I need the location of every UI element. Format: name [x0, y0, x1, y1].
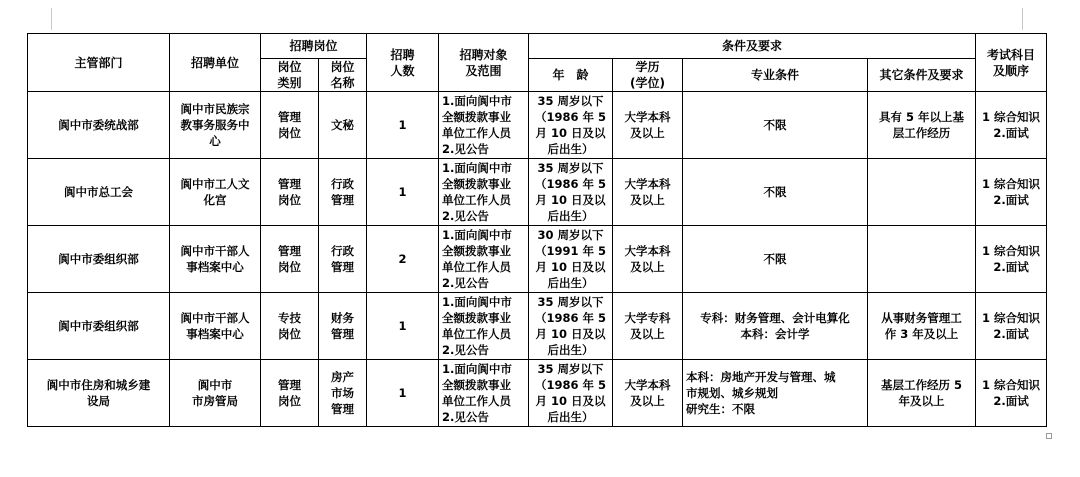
cell-major: 专科：财务管理、会计电算化 本科：会计学	[683, 293, 868, 360]
table-row	[28, 226, 1047, 293]
crop-mark-left	[51, 8, 52, 30]
header-exam: 考试科目 及顺序	[976, 34, 1047, 92]
cell-age: 35 周岁以下 （1986 年 5 月 10 日及以 后出生）	[529, 360, 613, 427]
cell-post-name: 房产 市场 管理	[319, 360, 367, 427]
cell-other: 基层工作经历 5 年及以上	[868, 360, 976, 427]
cell-unit: 阆中市工人文 化宫	[170, 159, 261, 226]
cell-edu: 大学本科 及以上	[613, 360, 683, 427]
header-major: 专业条件	[683, 59, 868, 92]
cell-other: 从事财务管理工 作 3 年及以上	[868, 293, 976, 360]
header-unit: 招聘单位	[170, 34, 261, 92]
cell-count: 2	[367, 226, 439, 293]
cell-scope: 1.面向阆中市 全额拨款事业 单位工作人员 2.见公告	[439, 92, 529, 159]
cell-dept: 阆中市委组织部	[28, 293, 170, 360]
cell-count: 1	[367, 360, 439, 427]
cell-unit: 阆中市 市房管局	[170, 360, 261, 427]
cell-major: 本科：房地产开发与管理、城 市规划、城乡规划 研究生：不限	[683, 360, 868, 427]
cell-count: 1	[367, 159, 439, 226]
table-row	[28, 293, 1047, 360]
cell-unit: 阆中市民族宗 教事务服务中 心	[170, 92, 261, 159]
cell-edu: 大学专科 及以上	[613, 293, 683, 360]
header-edu: 学历 (学位)	[613, 59, 683, 92]
table-row	[28, 159, 1047, 226]
header-other: 其它条件及要求	[868, 59, 976, 92]
table-row	[28, 360, 1047, 427]
cell-exam: 1 综合知识 2.面试	[976, 360, 1047, 427]
cell-post-type: 管理 岗位	[261, 159, 319, 226]
header-post-name: 岗位 名称	[319, 59, 367, 92]
cell-other	[868, 159, 976, 226]
table-row	[28, 92, 1047, 159]
cell-post-name: 财务 管理	[319, 293, 367, 360]
header-age: 年 龄	[529, 59, 613, 92]
cell-count: 1	[367, 293, 439, 360]
cell-edu: 大学本科 及以上	[613, 159, 683, 226]
cell-other: 具有 5 年以上基 层工作经历	[868, 92, 976, 159]
cell-exam: 1 综合知识 2.面试	[976, 92, 1047, 159]
cell-exam: 1 综合知识 2.面试	[976, 293, 1047, 360]
cell-scope: 1.面向阆中市 全额拨款事业 单位工作人员 2.见公告	[439, 226, 529, 293]
cell-major: 不限	[683, 226, 868, 293]
crop-mark-right	[1022, 8, 1023, 30]
header-dept: 主管部门	[28, 34, 170, 92]
cell-other	[868, 226, 976, 293]
cell-unit: 阆中市干部人 事档案中心	[170, 293, 261, 360]
cell-age: 35 周岁以下 （1986 年 5 月 10 日及以 后出生）	[529, 159, 613, 226]
cell-dept: 阆中市总工会	[28, 159, 170, 226]
cell-unit: 阆中市干部人 事档案中心	[170, 226, 261, 293]
recruitment-table	[27, 33, 1047, 427]
cell-scope: 1.面向阆中市 全额拨款事业 单位工作人员 2.见公告	[439, 159, 529, 226]
table-resize-handle[interactable]	[1046, 433, 1052, 439]
cell-post-name: 行政 管理	[319, 159, 367, 226]
cell-post-name: 文秘	[319, 92, 367, 159]
cell-age: 35 周岁以下 （1986 年 5 月 10 日及以 后出生）	[529, 293, 613, 360]
cell-scope: 1.面向阆中市 全额拨款事业 单位工作人员 2.见公告	[439, 360, 529, 427]
cell-count: 1	[367, 92, 439, 159]
cell-dept: 阆中市住房和城乡建 设局	[28, 360, 170, 427]
cell-scope: 1.面向阆中市 全额拨款事业 单位工作人员 2.见公告	[439, 293, 529, 360]
cell-dept: 阆中市委组织部	[28, 226, 170, 293]
cell-post-type: 专技 岗位	[261, 293, 319, 360]
cell-major: 不限	[683, 159, 868, 226]
header-post-type: 岗位 类别	[261, 59, 319, 92]
header-post: 招聘岗位	[261, 34, 367, 59]
cell-post-name: 行政 管理	[319, 226, 367, 293]
header-count: 招聘 人数	[367, 34, 439, 92]
cell-edu: 大学本科 及以上	[613, 92, 683, 159]
header-scope: 招聘对象 及范围	[439, 34, 529, 92]
cell-exam: 1 综合知识 2.面试	[976, 159, 1047, 226]
header-conditions: 条件及要求	[529, 34, 976, 59]
cell-post-type: 管理 岗位	[261, 360, 319, 427]
cell-exam: 1 综合知识 2.面试	[976, 226, 1047, 293]
cell-age: 35 周岁以下 （1986 年 5 月 10 日及以 后出生）	[529, 92, 613, 159]
cell-major: 不限	[683, 92, 868, 159]
cell-dept: 阆中市委统战部	[28, 92, 170, 159]
cell-post-type: 管理 岗位	[261, 92, 319, 159]
cell-edu: 大学本科 及以上	[613, 226, 683, 293]
cell-post-type: 管理 岗位	[261, 226, 319, 293]
cell-age: 30 周岁以下 （1991 年 5 月 10 日及以 后出生）	[529, 226, 613, 293]
